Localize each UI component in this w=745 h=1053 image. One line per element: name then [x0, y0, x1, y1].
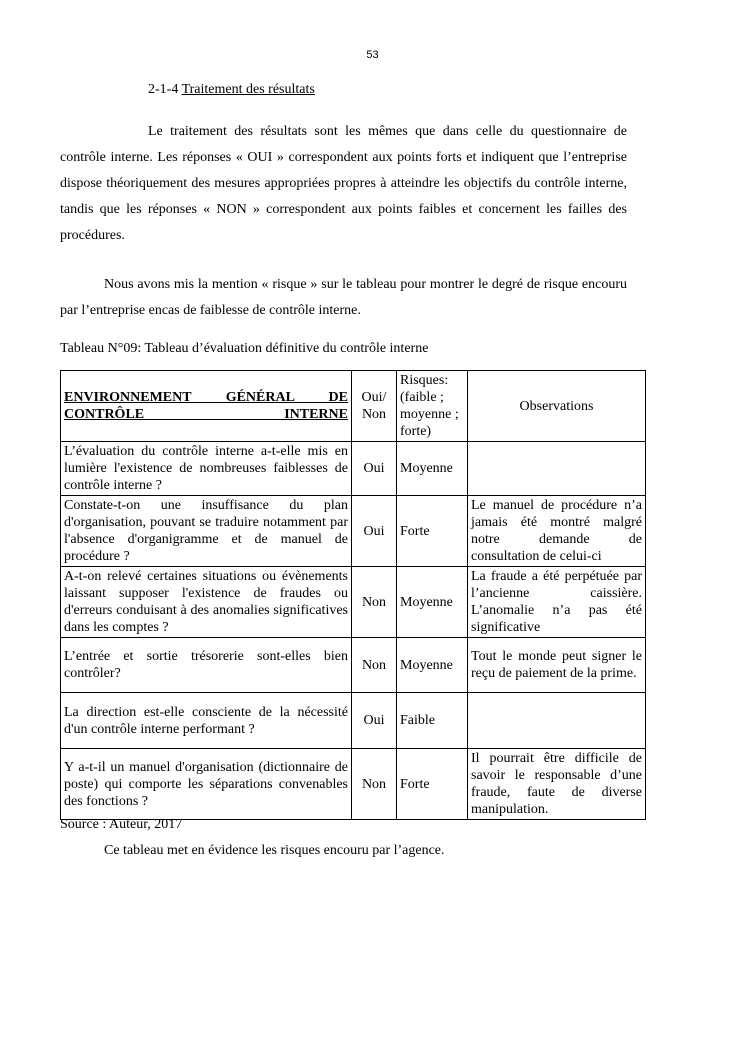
section-number: 2-1-4 [148, 82, 179, 97]
row-question: Constate-t-on une insuffisance du plan d'organisation, pouvant se traduire notamment par l'absence d'organigramme et de manuel de procédure ? [61, 496, 352, 567]
row-question: L’entrée et sortie trésorerie sont-elles bien contrôler? [61, 638, 352, 693]
closing-sentence: Ce tableau met en évidence les risques encouru par l’agence. [104, 843, 445, 858]
table-source: Source : Auteur, 2017 [60, 817, 183, 832]
table-caption: Tableau N°09: Tableau d’évaluation définitive du contrôle interne [60, 341, 429, 356]
section-heading [148, 82, 315, 98]
row-answer: Non [352, 567, 397, 638]
table-row [61, 442, 646, 496]
row-question: La direction est-elle consciente de la nécessité d'un contrôle interne performant ? [61, 693, 352, 749]
header-risks: Risques: (faible ; moyenne ; forte) [397, 371, 468, 442]
row-risk: Forte [397, 496, 468, 567]
row-risk: Moyenne [397, 442, 468, 496]
row-answer: Oui [352, 496, 397, 567]
table-row [61, 496, 646, 567]
table-row [61, 567, 646, 638]
row-observation: La fraude a été perpétuée par l’ancienne caissière. L’anomalie n’a pas été significative [468, 567, 646, 638]
table-row [61, 749, 646, 820]
row-risk: Moyenne [397, 567, 468, 638]
row-risk: Moyenne [397, 638, 468, 693]
row-answer: Oui [352, 693, 397, 749]
section-title: Traitement des résultats [181, 82, 315, 97]
table-row [61, 693, 646, 749]
evaluation-table [60, 370, 646, 820]
row-answer: Non [352, 749, 397, 820]
table-row [61, 638, 646, 693]
header-yes-no: Oui/ Non [352, 371, 397, 442]
table-header-row [61, 371, 646, 442]
row-observation [468, 442, 646, 496]
row-observation [468, 693, 646, 749]
row-observation: Il pourrait être difficile de savoir le responsable d’une fraude, faute de diverse manipulation. [468, 749, 646, 820]
header-observations: Observations [468, 371, 646, 442]
row-risk: Forte [397, 749, 468, 820]
row-question: Y a-t-il un manuel d'organisation (dictionnaire de poste) qui comporte les séparations convenables des fonctions ? [61, 749, 352, 820]
page-number: 53 [366, 49, 379, 61]
row-question: L’évaluation du contrôle interne a-t-elle mis en lumière l'existence de nombreuses faiblesses de contrôle interne ? [61, 442, 352, 496]
paragraph-1: Le traitement des résultats sont les mêmes que dans celle du questionnaire de contrôle interne. Les réponses « OUI » correspondent aux points forts et indiquent que l’entreprise dispose théoriquement des mesures appropriées propres à atteindre les objectifs du contrôle interne, tandis que les réponses « NON » correspondent aux points faibles et concernent les failles des procédures. [60, 124, 627, 243]
row-observation: Le manuel de procédure n’a jamais été montré malgré notre demande de consultation de celui-ci [468, 496, 646, 567]
row-answer: Non [352, 638, 397, 693]
row-observation: Tout le monde peut signer le reçu de paiement de la prime. [468, 638, 646, 693]
row-question: A-t-on relevé certaines situations ou évènements laissant supposer l'existence de fraudes ou d'erreurs conduisant à des anomalies significatives dans les comptes ? [61, 567, 352, 638]
row-answer: Oui [352, 442, 397, 496]
header-environment: ENVIRONNEMENT GÉNÉRAL DE CONTRÔLE INTERNE [61, 371, 352, 442]
paragraph-2: Nous avons mis la mention « risque » sur le tableau pour montrer le degré de risque encouru par l’entreprise encas de faiblesse de contrôle interne. [60, 277, 627, 318]
row-risk: Faible [397, 693, 468, 749]
